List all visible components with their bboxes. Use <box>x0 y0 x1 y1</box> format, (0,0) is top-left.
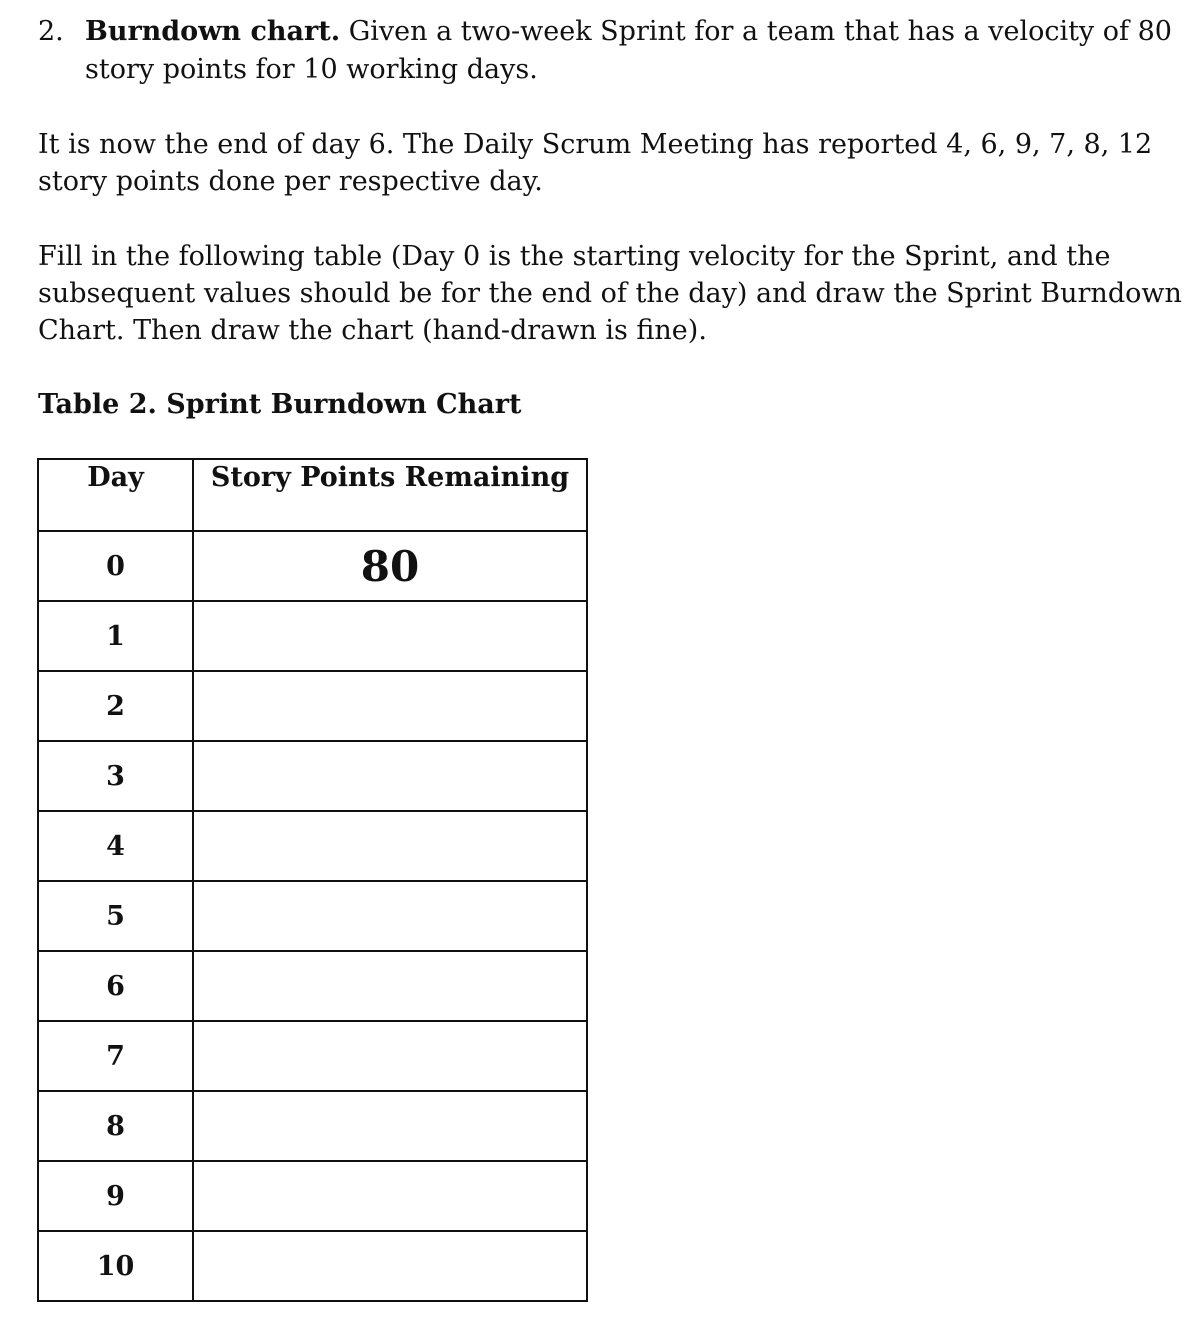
day-cell: 8 <box>38 1091 193 1161</box>
table-row <box>38 881 587 951</box>
table-row <box>38 1161 587 1231</box>
remaining-cell[interactable] <box>193 1091 587 1161</box>
remaining-cell[interactable] <box>193 601 587 671</box>
day-cell: 6 <box>38 951 193 1021</box>
table-row <box>38 531 587 601</box>
table-row <box>38 1091 587 1161</box>
day-cell: 5 <box>38 881 193 951</box>
day-cell: 10 <box>38 1231 193 1301</box>
day-cell: 7 <box>38 1021 193 1091</box>
day-cell: 2 <box>38 671 193 741</box>
status-paragraph <box>38 126 1152 200</box>
header-story-points-remaining: Story Points Remaining <box>193 459 587 531</box>
instructions-line-2: subsequent values should be for the end of the day) and draw the Sprint Burndown <box>38 278 1182 309</box>
burndown-table <box>37 458 588 1302</box>
table-row <box>38 671 587 741</box>
remaining-cell[interactable] <box>193 1161 587 1231</box>
question-intro: Given a two-week Sprint for a team that has a velocity of 80 <box>340 16 1172 47</box>
table-row <box>38 601 587 671</box>
instructions-line-3: Chart. Then draw the chart (hand-drawn is fine). <box>38 315 707 346</box>
remaining-cell[interactable] <box>193 881 587 951</box>
instructions-paragraph <box>38 238 1182 349</box>
table-row <box>38 1231 587 1301</box>
remaining-cell[interactable] <box>193 741 587 811</box>
table-row <box>38 951 587 1021</box>
instructions-line-1: Fill in the following table (Day 0 is the starting velocity for the Sprint, and the <box>38 241 1111 272</box>
table-header-row <box>38 459 587 531</box>
day-cell: 9 <box>38 1161 193 1231</box>
status-line-1: It is now the end of day 6. The Daily Scrum Meeting has reported 4, 6, 9, 7, 8, 12 <box>38 129 1153 160</box>
table-row <box>38 1021 587 1091</box>
question-heading: Burndown chart. <box>85 16 341 47</box>
status-line-2: story points done per respective day. <box>38 166 543 197</box>
remaining-cell[interactable] <box>193 951 587 1021</box>
question-second-line: story points for 10 working days. <box>85 54 538 85</box>
remaining-cell[interactable] <box>193 1231 587 1301</box>
header-day: Day <box>38 459 193 531</box>
table-row <box>38 741 587 811</box>
day-cell: 0 <box>38 531 193 601</box>
remaining-cell[interactable] <box>193 811 587 881</box>
day-cell: 3 <box>38 741 193 811</box>
table-caption: Table 2. Sprint Burndown Chart <box>38 389 522 420</box>
day-cell: 1 <box>38 601 193 671</box>
question-first-line <box>85 13 1172 51</box>
table-row <box>38 811 587 881</box>
remaining-cell[interactable]: 80 <box>193 531 587 601</box>
day-cell: 4 <box>38 811 193 881</box>
question-number: 2. <box>38 16 64 47</box>
remaining-cell[interactable] <box>193 1021 587 1091</box>
remaining-cell[interactable] <box>193 671 587 741</box>
